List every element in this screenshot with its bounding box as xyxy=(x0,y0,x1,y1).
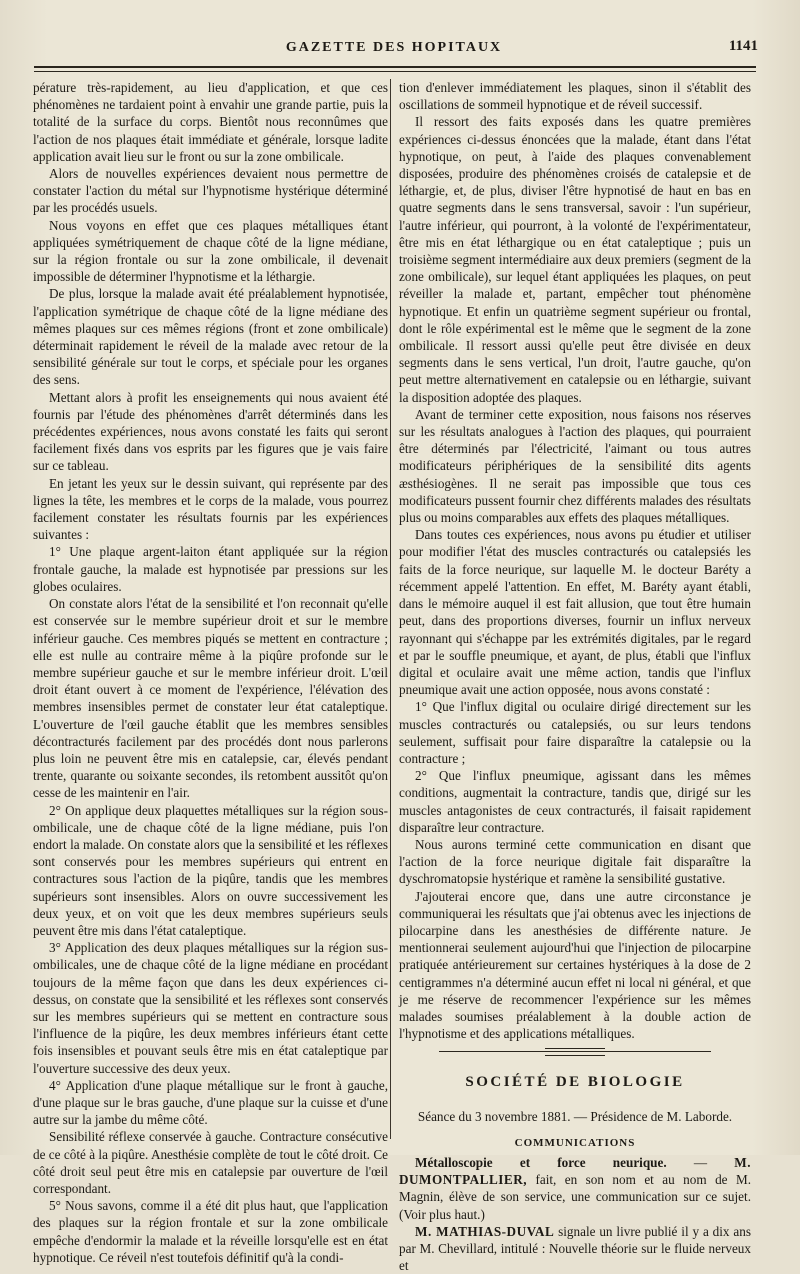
paragraph: Mettant alors à profit les enseignements qui nous avaient été fournis par l'étude des phénomènes d'arrêt déterminés dans les précédentes expériences, nous avons constaté les faits qui seront facilement fixés dans vos esprits par les figures que je vais faire sur ce tableau. xyxy=(33,389,388,474)
header-rule xyxy=(34,66,756,68)
communication-title: Métalloscopie et force neurique. xyxy=(415,1154,667,1170)
header-rule-thin xyxy=(34,71,756,72)
paragraph: tion d'enlever immédiatement les plaques, sinon il s'établit des oscillations de sommeil hypnotique et de réveil successif. xyxy=(399,80,751,113)
column-divider xyxy=(390,79,391,1139)
dash: — xyxy=(666,1154,735,1170)
meeting-line: Séance du 3 novembre 1881. — Présidence de M. Laborde. xyxy=(417,1108,733,1124)
paragraph: 3° Application des deux plaques métalliques sur la région sus-ombilicales, une de chaque côté de la ligne médiane en procédant toujours de la même façon que dans les deux expériences ci-dessus, on constate que la sensibilité et les réflexes sont conservés sur les membres supérieurs qui se mettent en contracture sous l'influence de la piqûre, les deux membres inférieurs étant cette fois insensibles et pouvant seuls être mis en état cataleptique par l'ouverture successive des deux yeux. xyxy=(33,940,388,1076)
author-name: M. DUMONTPALLIER, xyxy=(399,1154,751,1188)
paragraph: 1° Une plaque argent-laiton étant appliquée sur la région frontale gauche, la malade est hypnotisée par pressions sur les globes oculaires. xyxy=(33,544,388,594)
paragraph: Nous aurons terminé cette communication en disant que l'action de la force neurique digitale fait disparaître la dyschromatopsie hystérique et ramène la sensibilité gustative. xyxy=(399,836,751,887)
paragraph: 1° Que l'influx digital ou oculaire dirigé directement sur les muscles contracturés ou catalepsiés, ou sur leurs tendons seulement, suffisait pour faire disparaître la catalepsie ou la contracture ; xyxy=(399,699,751,766)
paragraph: Nous voyons en effet que ces plaques métalliques étant appliquées symétriquement de chaque côté de la ligne médiane, sur la région frontale ou sur la zone ombilicale, il devenait impossible de déterminer l'hypnotisme et la léthargie. xyxy=(33,217,388,285)
left-column xyxy=(33,79,388,1266)
author-name: M. MATHIAS-DUVAL xyxy=(415,1223,555,1239)
communication-text: fait, en son nom et au nom de M. Magnin, élève de son service, une communication sur ce sujet. (Voir plus haut.) xyxy=(399,1172,751,1222)
paragraph: Il ressort des faits exposés dans les quatre premières expériences ci-dessus énoncées que la malade, étant dans l'état hypnotique, on peut, à l'aide des plaques convenablement disposées, produire des phénomènes croisés de catalepsie et de léthargie, et, de plus, diviser l'être hypnotisé de haut en bas en quatre segments dans le sens transversal, savoir : l'un supérieur, l'autre inférieur, qui pourront, à la volonté de l'expérimentateur, être mis en état léthargique ou en état cataleptique ; puis un troisième segment intermédiaire aux deux premiers (segment de la zone ombilicale), sur lequel étant appliquées les plaques, on peut réveiller la malade et, partant, empêcher tout phénomène hypnotique. Et enfin un quatrième segment supérieur ou frontal, dont le rôle expérimental est le même que le segment de la zone ombilicale. Il ressort aussi qu'elle peut être divisée en deux segments dans le sens vertical, l'un droit, l'autre gauche, qu'on peut mettre alternativement en catalepsie ou en léthargie, suivant la disposition adoptée des plaques. xyxy=(399,114,751,405)
paragraph: pérature très-rapidement, au lieu d'application, et que ces phénomènes ne tardaient point à envahir une grande partie, puis la totalité de la surface du corps. Bientôt nous reconnûmes que l'action de nos plaques était immédiate et générale, lorsque ladite application avait lieu sur le front ou sur la zone ombilicale. xyxy=(33,80,388,164)
communication-text: signale un livre publié il y a dix ans par M. Chevillard, intitulé : Nouvelle théorie sur le fluide nerveux et xyxy=(399,1223,751,1274)
paragraph: Alors de nouvelles expériences devaient nous permettre de constater l'action du métal sur l'hypnotisme hystérique déterminé par les procédés usuels. xyxy=(33,166,388,216)
paragraph: 2° Que l'influx pneumique, agissant dans les mêmes conditions, augmentait la contracture, tandis que, dirigé sur les muscles antagonistes de ceux contracturés, il faisait rapidement disparaître leur contracture. xyxy=(399,768,751,835)
paragraph: Sensibilité réflexe conservée à gauche. Contracture consécutive de ce côté à la piqûre. Anesthésie complète de tout le côté droit. Ce côté droit seul peut être mis en catalepsie par ouverture de l'œil correspondant. xyxy=(33,1129,388,1196)
paragraph: 2° On applique deux plaquettes métalliques sur la région sous-ombilicale, une de chaque côté de la ligne médiane, puis l'on endort la malade. On constate alors que la sensibilité et les réflexes sont conservés pour les membres supérieurs qui entrent en contractures sous l'action de la piqûre, tandis que les membres supérieurs sont insensibles. Alors on ouvre successivement les deux yeux, et on voit que les deux membres supérieurs seuls peuvent être mis dans l'état cataleptique. xyxy=(33,802,388,938)
paragraph: 5° Nous savons, comme il a été dit plus haut, que l'application des plaques sur la région frontale et sur la zone ombilicale empêche d'endormir la malade et la réveille lorsqu'elle est en état hypnotique. Ce réveil n'est toutefois définitif qu'à la condi- xyxy=(33,1198,388,1265)
paragraph: En jetant les yeux sur le dessin suivant, qui représente par des lignes la tête, les membres et le corps de la malade, vous pourrez facilement constater les résultats fournis par les expériences suivantes : xyxy=(33,475,388,543)
page-header xyxy=(30,40,758,66)
paragraph: On constate alors l'état de la sensibilité et l'on reconnait qu'elle est conservée sur le membre supérieur droit et sur le membre inférieur gauche. Ces membres piqués se mettent en contracture ; elle est nulle au contraire même à la piqûre profonde sur le membre supérieur gauche et sur le membre inférieur droit. L'œil droit étant ouvert à ce moment de l'expérience, l'élévation des membres insensibles permet de constater leur état cataleptique. L'ouverture de l'œil gauche établit que les membres sensibles décontracturés facilement par des procédés dont nous parlerons plus loin ne peuvent être mis en catalepsie, car, élevés pendant trente, quarante ou soixante secondes, ils retombent aussitôt qu'on cesse de les maintenir en l'air. xyxy=(33,596,388,801)
paragraph: Dans toutes ces expériences, nous avons pu étudier et utiliser pour modifier l'état des muscles contracturés ou catalepsiés les faits de la force neurique, sur laquelle M. le docteur Baréty a récemment appelé l'attention. En effet, M. Baréty ayant établi, dans le mémoire auquel il est fait allusion, que tout être humain peut, dans des proportions diverses, fournir un influx nerveux rayonnant qui s'échappe par les extrémités digitales, par le regard et par le souffle pneumique, et ayant, de plus, établi que l'influx digital et oculaire avait une même action, tandis que l'influx pneumique avait une action opposée, nous avons constaté : xyxy=(399,527,751,698)
communication-paragraph xyxy=(399,1223,751,1274)
section-title: SOCIÉTÉ DE BIOLOGIE xyxy=(465,1074,685,1091)
communication-paragraph xyxy=(399,1154,751,1223)
journal-title: GAZETTE DES HOPITAUX xyxy=(285,40,503,55)
section-separator xyxy=(439,1051,711,1052)
paragraph: De plus, lorsque la malade avait été préalablement hypnotisée, l'application symétrique de chaque côté de la ligne médiane des mêmes plaques sur ces mêmes régions (front et zone ombilicale) déterminait rapidement le réveil de la malade avec retour de la sensibilité générale sur tout le corps, et spéciale pour les organes des sens. xyxy=(33,286,388,388)
separator-ornament xyxy=(545,1048,605,1056)
right-column xyxy=(399,79,751,1274)
communications-heading: COMMUNICATIONS xyxy=(514,1136,636,1149)
page-number: 1141 xyxy=(728,38,758,54)
paragraph: J'ajouterai encore que, dans une autre circonstance je communiquerai les résultats que j'ai obtenus avec les injections de pilocarpine dans les anesthésies de différente nature. Je mentionnerai seulement aujourd'hui que l'injection de pilocarpine pratiquée antérieurement sur certaines hystériques à la dose de 2 centigrammes n'a déterminé aucun effet ni local ni général, et que je me réserve de recommencer l'expérience sur les mêmes malades soumises préalablement à la double action de l'hypnotisme et des applications métalliques. xyxy=(399,888,751,1042)
paragraph: Avant de terminer cette exposition, nous faisons nos réserves sur les résultats analogues à l'action des plaques, qui pourraient être déterminés par l'électricité, l'aimant ou tous autres modificateurs périphériques de la sensibilité dits agents æsthésiogènes. Il ne serait pas impossible que tous ces modificateurs pussent fournir chez différents malades des résultats plus ou moins comparables aux effets des plaques métalliques. xyxy=(399,406,751,526)
paragraph: 4° Application d'une plaque métallique sur le front à gauche, d'une plaque sur le bras gauche, d'une plaque sur la cuisse et d'une autre sur la jambe du même côté. xyxy=(33,1077,388,1128)
